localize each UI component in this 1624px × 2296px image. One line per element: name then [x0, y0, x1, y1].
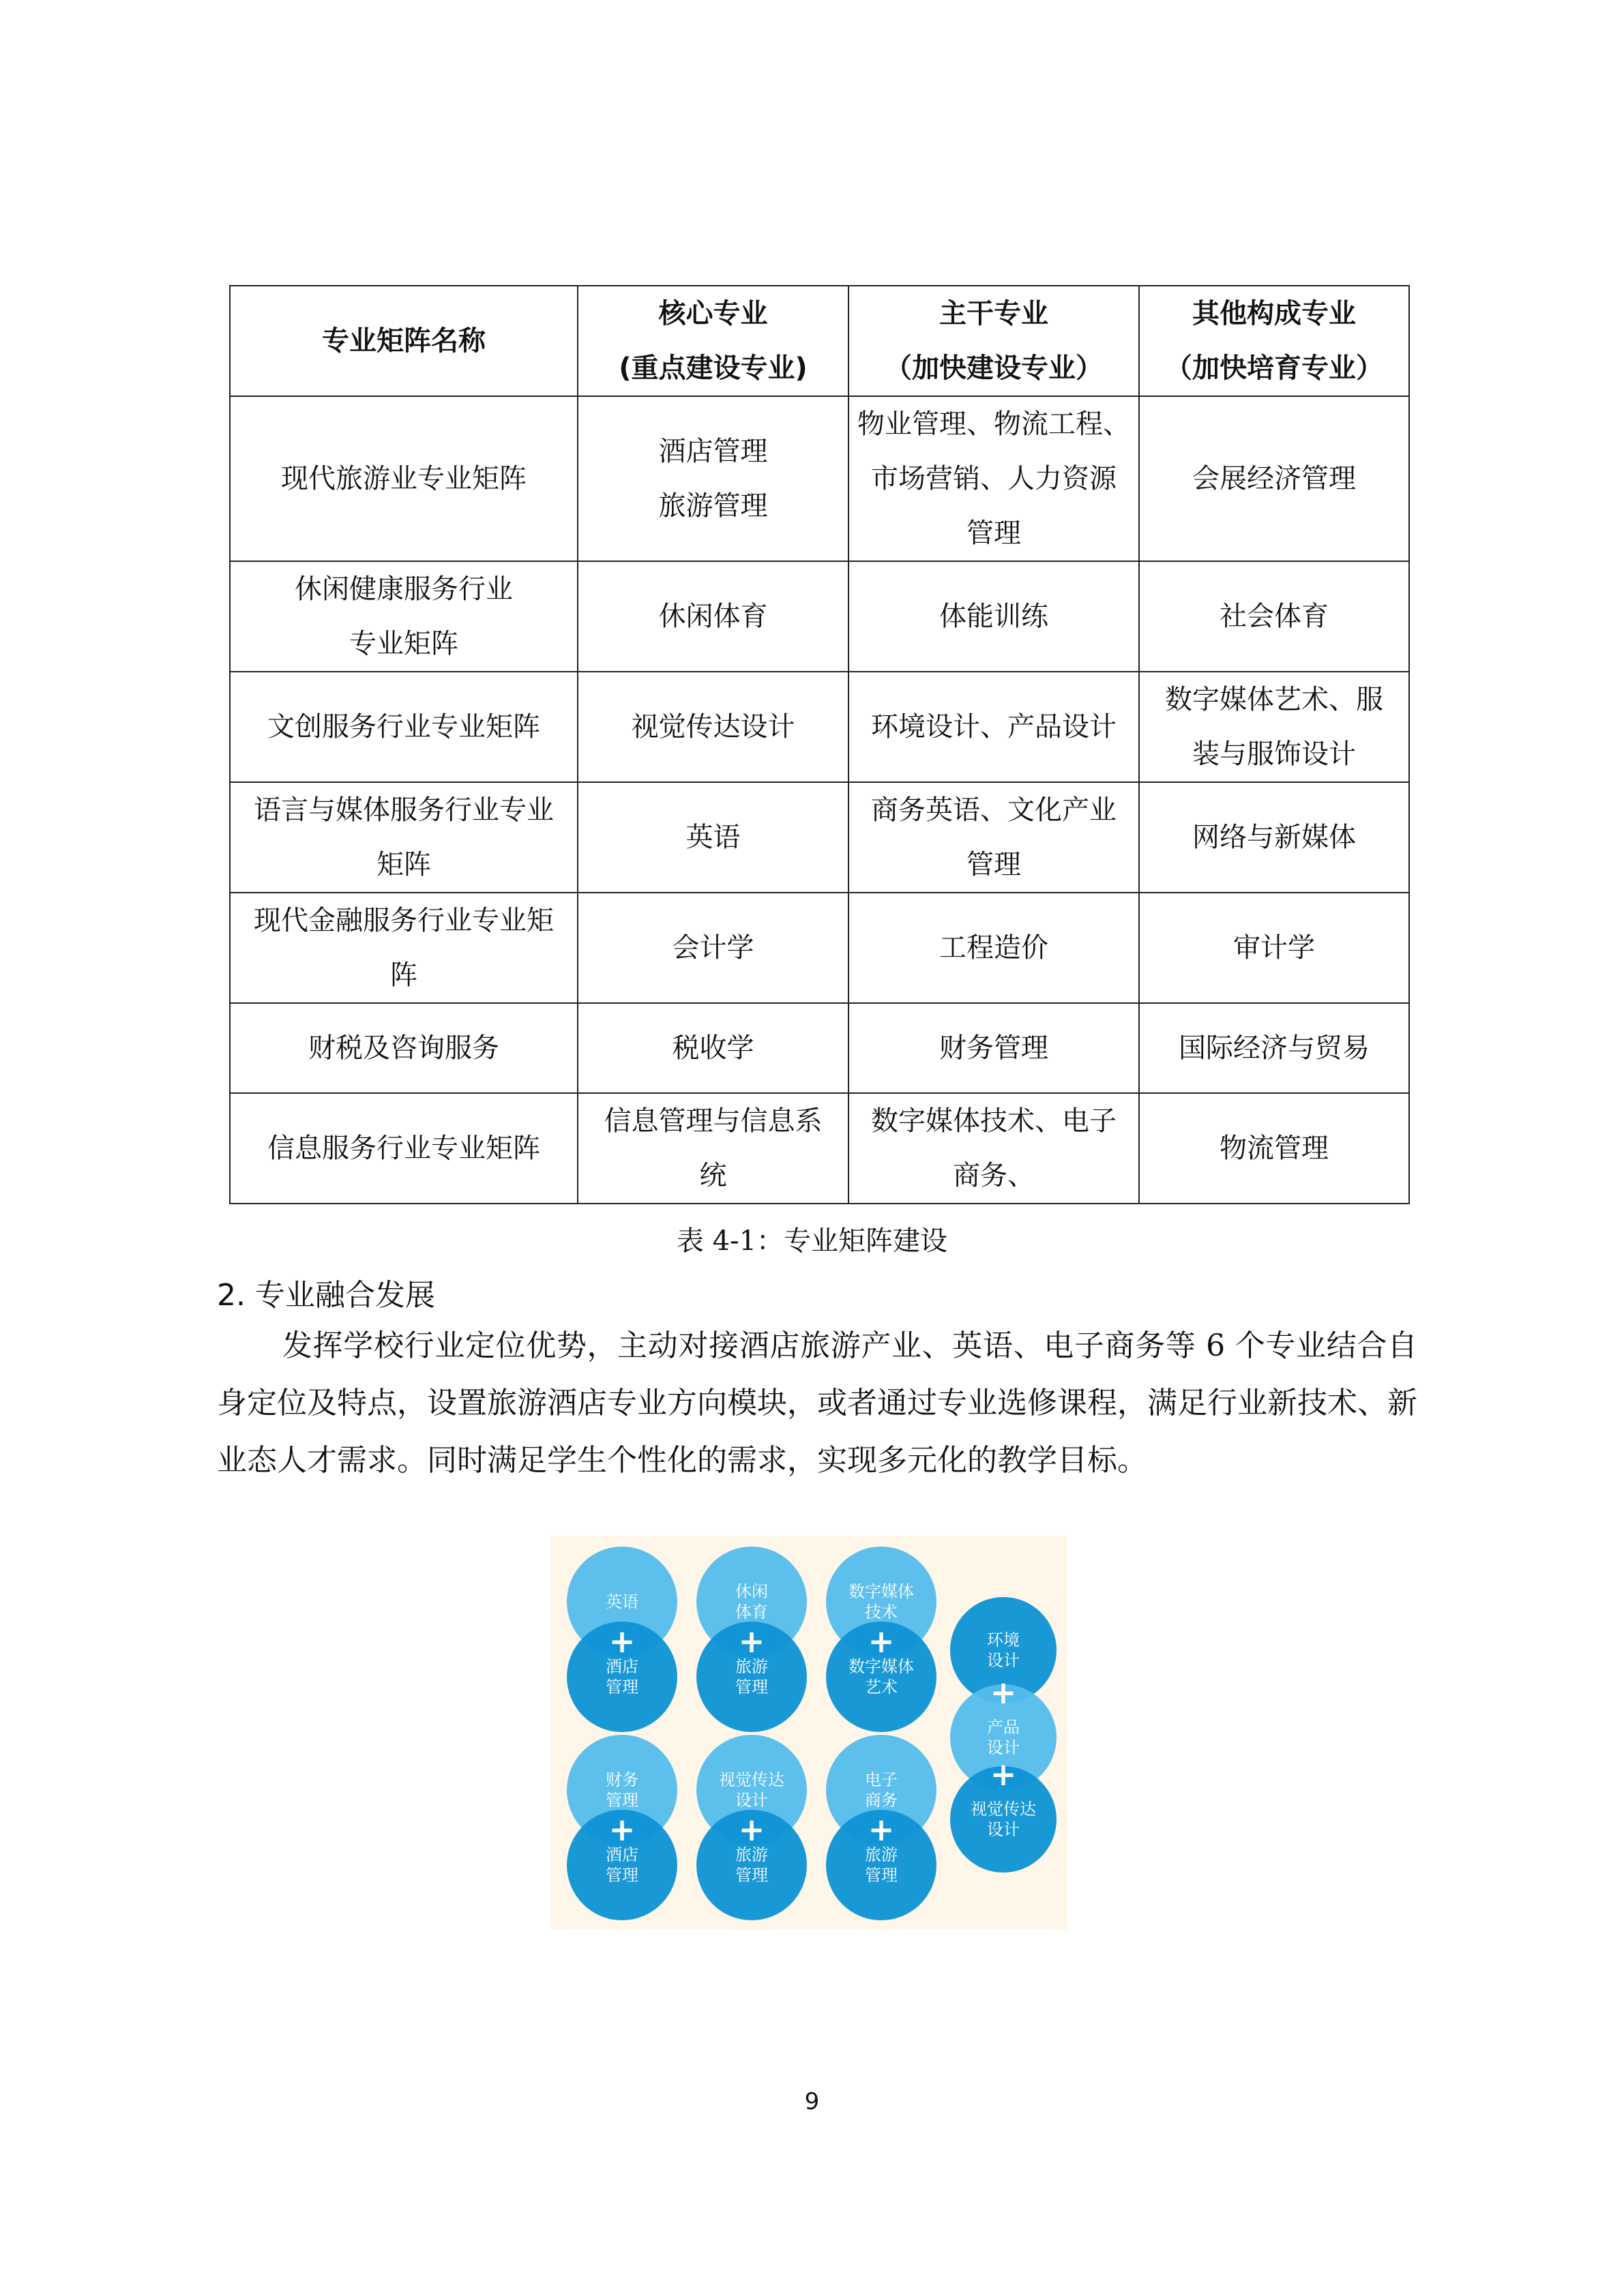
table-cell: 财务管理: [848, 1003, 1139, 1093]
table-cell: 休闲体育: [578, 561, 848, 672]
page-number: 9: [804, 2088, 820, 2115]
circle-top: 财务 管理: [567, 1735, 677, 1845]
table-cell: 物流管理: [1139, 1093, 1409, 1204]
table-cell: 数字媒体技术、电子 商务、: [848, 1093, 1139, 1204]
header-main-specialty: 主干专业 （加快建设专业）: [848, 286, 1139, 396]
specialty-matrix-table: [229, 285, 1410, 1204]
table-row: [230, 1093, 1409, 1204]
table-cell: 数字媒体艺术、服 装与服饰设计: [1139, 672, 1409, 782]
specialty-fusion-figure: [550, 1536, 1067, 1930]
circle-bottom: 数字媒体 艺术: [826, 1622, 936, 1732]
plus-icon: +: [990, 1674, 1017, 1711]
circle-bottom: 旅游 管理: [696, 1622, 807, 1732]
plus-icon: +: [738, 1811, 765, 1848]
plus-icon: +: [868, 1811, 895, 1848]
table-cell: 信息服务行业专业矩阵: [230, 1093, 578, 1204]
circle-bottom: 旅游 管理: [826, 1810, 936, 1920]
table-cell: 商务英语、文化产业 管理: [848, 782, 1139, 893]
table-caption: 表 4-1：专业矩阵建设: [676, 1225, 948, 1257]
header-core-specialty: 核心专业 (重点建设专业): [578, 286, 848, 396]
table-cell: 现代旅游业专业矩阵: [230, 396, 578, 561]
table-cell: 会计学: [578, 893, 848, 1003]
table-cell: 社会体育: [1139, 561, 1409, 672]
plus-icon: +: [990, 1756, 1017, 1793]
circle-bottom: 酒店 管理: [567, 1622, 677, 1732]
table-cell: 信息管理与信息系 统: [578, 1093, 848, 1204]
table-cell: 酒店管理 旅游管理: [578, 396, 848, 561]
plus-icon: +: [608, 1811, 636, 1848]
body-paragraph: 发挥学校行业定位优势，主动对接酒店旅游产业、英语、电子商务等 6 个专业结合自身定位及特点，设置旅游酒店专业方向模块，或者通过专业选修课程，满足行业新技术、新业态人才需求。同时满足学生个性化的需求，实现多元化的教学目标。: [217, 1328, 1417, 1478]
table-cell: 财税及咨询服务: [230, 1003, 578, 1093]
table-cell: 国际经济与贸易: [1139, 1003, 1409, 1093]
circle-bottom: 酒店 管理: [567, 1810, 677, 1920]
table-cell: 工程造价: [848, 893, 1139, 1003]
circle-bottom: 旅游 管理: [696, 1810, 807, 1920]
table-cell: 语言与媒体服务行业专业 矩阵: [230, 782, 578, 893]
table-row: [230, 1003, 1409, 1093]
table-row: [230, 561, 1409, 672]
table-cell: 网络与新媒体: [1139, 782, 1409, 893]
table-cell: 物业管理、物流工程、 市场营销、人力资源 管理: [848, 396, 1139, 561]
table-cell: 税收学: [578, 1003, 848, 1093]
circle-top: 视觉传达 设计: [696, 1735, 807, 1845]
plus-icon: +: [738, 1623, 765, 1660]
plus-icon: +: [868, 1623, 895, 1660]
header-other-specialty: 其他构成专业 （加快培育专业）: [1139, 286, 1409, 396]
circle-top: 数字媒体 技术: [826, 1547, 936, 1657]
table-row: [230, 782, 1409, 893]
plus-icon: +: [608, 1623, 636, 1660]
table-header-row: [230, 286, 1409, 396]
circle-triple-middle: 产品 设计: [950, 1684, 1057, 1791]
table-cell: 休闲健康服务行业 专业矩阵: [230, 561, 578, 672]
table-cell: 环境设计、产品设计: [848, 672, 1139, 782]
table-cell: 审计学: [1139, 893, 1409, 1003]
table-cell: 现代金融服务行业专业矩 阵: [230, 893, 578, 1003]
table-row: [230, 396, 1409, 561]
table-cell: 体能训练: [848, 561, 1139, 672]
table-cell: 英语: [578, 782, 848, 893]
circle-top: 电子 商务: [826, 1735, 936, 1845]
table-cell: 视觉传达设计: [578, 672, 848, 782]
table-cell: 文创服务行业专业矩阵: [230, 672, 578, 782]
table-cell: 会展经济管理: [1139, 396, 1409, 561]
circle-triple-top: 环境 设计: [950, 1597, 1057, 1703]
circle-triple-bottom: 视觉传达 设计: [950, 1766, 1057, 1873]
circle-top: 英语: [567, 1547, 677, 1657]
section-heading: 2. 专业融合发展: [217, 1278, 435, 1313]
circle-top: 休闲 体育: [696, 1547, 807, 1657]
header-matrix-name: 专业矩阵名称: [230, 286, 578, 396]
table-row: [230, 672, 1409, 782]
table-row: [230, 893, 1409, 1003]
